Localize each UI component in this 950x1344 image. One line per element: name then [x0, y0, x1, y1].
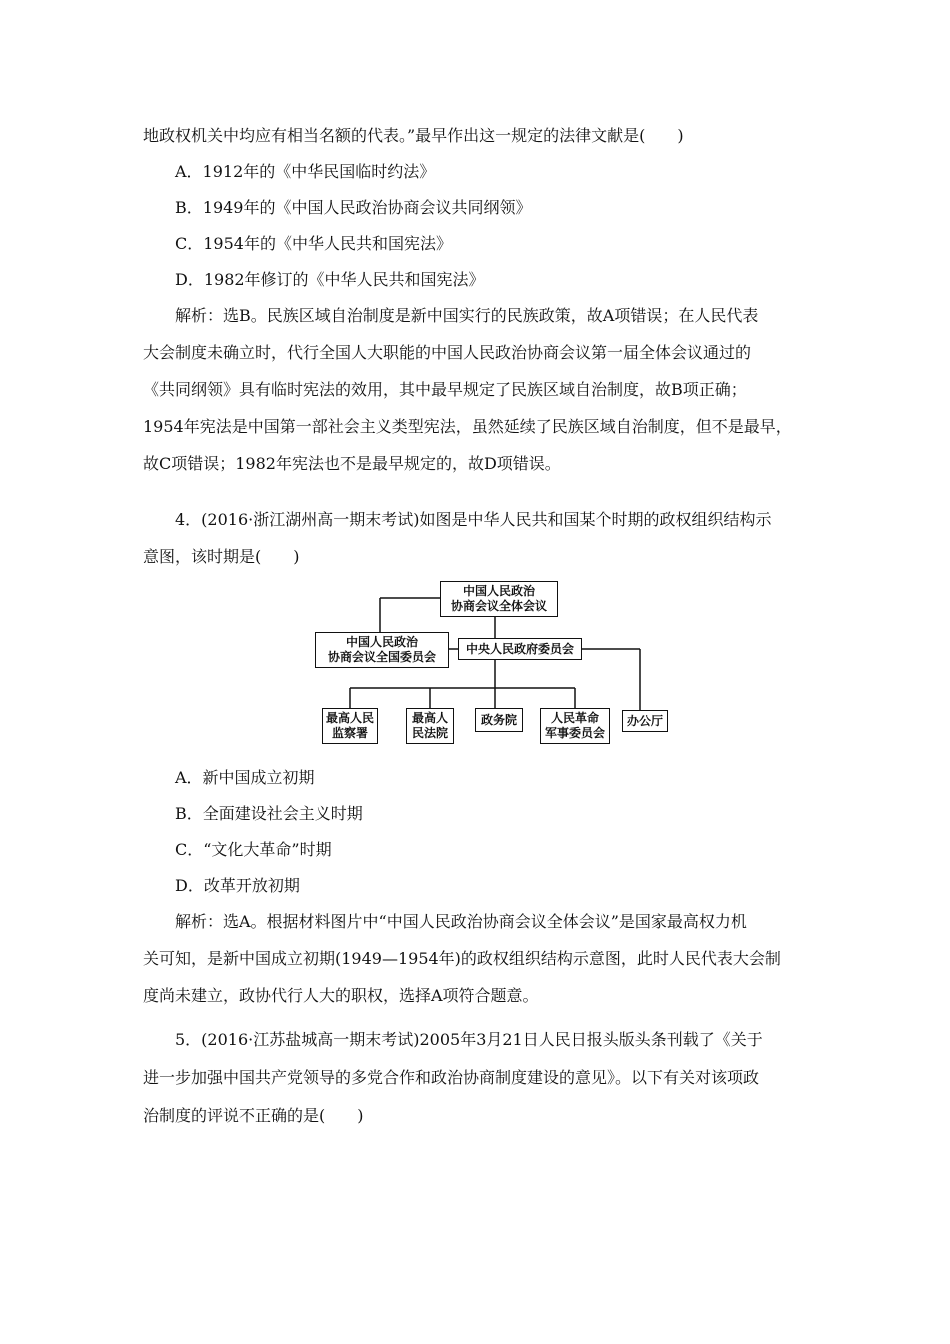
q4-explanation-line: 度尚未建立，政协代行人大的职权，选择A项符合题意。	[143, 986, 539, 1005]
q3-option-b: B．1949年的《中国人民政治协商会议共同纲领》	[175, 198, 532, 217]
q4-option-b: B．全面建设社会主义时期	[175, 804, 363, 823]
box-label: 中国人民政治	[345, 635, 418, 649]
military-commission-box	[540, 708, 610, 744]
supreme-procuratorate-box	[322, 708, 378, 744]
box-label: 人民革命	[550, 711, 599, 725]
q4-explanation-line: 解析：选A。根据材料图片中“中国人民政治协商会议全体会议”是国家最高权力机	[175, 912, 747, 931]
question5-stem: 治制度的评说不正确的是( )	[143, 1106, 364, 1125]
q3-explanation-line: 大会制度未确立时，代行全国人大职能的中国人民政治协商会议第一届全体会议通过的	[143, 343, 752, 362]
q3-option-a: A．1912年的《中华民国临时约法》	[175, 162, 436, 181]
q3-option-d: D．1982年修订的《中华人民共和国宪法》	[175, 270, 485, 289]
q3-option-c: C．1954年的《中华人民共和国宪法》	[175, 234, 452, 253]
box-label: 中国人民政治	[462, 584, 535, 598]
q3-explanation-line: 解析：选B。民族区域自治制度是新中国实行的民族政策，故A项错误；在人民代表	[175, 306, 759, 325]
box-label: 中央人民政府委员会	[465, 641, 574, 656]
box-label: 最高人民	[325, 711, 374, 725]
q3-explanation-line: 1954年宪法是中国第一部社会主义类型宪法，虽然延续了民族区域自治制度，但不是最早，	[143, 417, 792, 436]
q4-option-a: A．新中国成立初期	[175, 768, 315, 787]
box-label: 办公厅	[626, 713, 663, 728]
question3-stem-tail: 地政权机关中均应有相当名额的代表。”最早作出这一规定的法律文献是( )	[143, 126, 684, 145]
question4-stem: 4．(2016·浙江湖州高一期末考试)如图是中华人民共和国某个时期的政权组织结构示	[175, 510, 772, 529]
q4-option-d: D．改革开放初期	[175, 876, 300, 895]
q4-explanation-line: 关可知，是新中国成立初期(1949—1954年)的政权组织结构示意图，此时人民代表大会制	[143, 949, 781, 968]
q3-explanation-line: 故C项错误；1982年宪法也不是最早规定的，故D项错误。	[143, 454, 561, 473]
state-council-box	[475, 708, 523, 732]
general-office-box	[622, 710, 668, 732]
box-label: 监察署	[331, 726, 368, 740]
box-label: 政务院	[480, 712, 517, 727]
question5-stem: 进一步加强中国共产党领导的多党合作和政治协商制度建设的意见》。以下有关对该项政	[143, 1068, 760, 1087]
box-label: 最高人	[411, 711, 448, 725]
cppcc-plenary-box	[440, 581, 558, 617]
question4-stem: 意图，该时期是( )	[143, 547, 300, 566]
box-label: 军事委员会	[544, 726, 605, 740]
question5-stem: 5．(2016·江苏盐城高一期末考试)2005年3月21日人民日报头版头条刊载了《关于	[175, 1030, 763, 1049]
supreme-court-box	[406, 708, 454, 744]
box-label: 协商会议全体会议	[450, 599, 547, 613]
box-label: 民法院	[411, 726, 448, 740]
central-government-committee-box	[458, 638, 582, 660]
government-structure-diagram	[310, 578, 680, 748]
box-label: 协商会议全国委员会	[327, 650, 436, 664]
cppcc-national-committee-box	[315, 632, 449, 668]
q4-option-c: C．“文化大革命”时期	[175, 840, 332, 859]
q3-explanation-line: 《共同纲领》具有临时宪法的效用，其中最早规定了民族区域自治制度，故B项正确；	[143, 380, 747, 399]
